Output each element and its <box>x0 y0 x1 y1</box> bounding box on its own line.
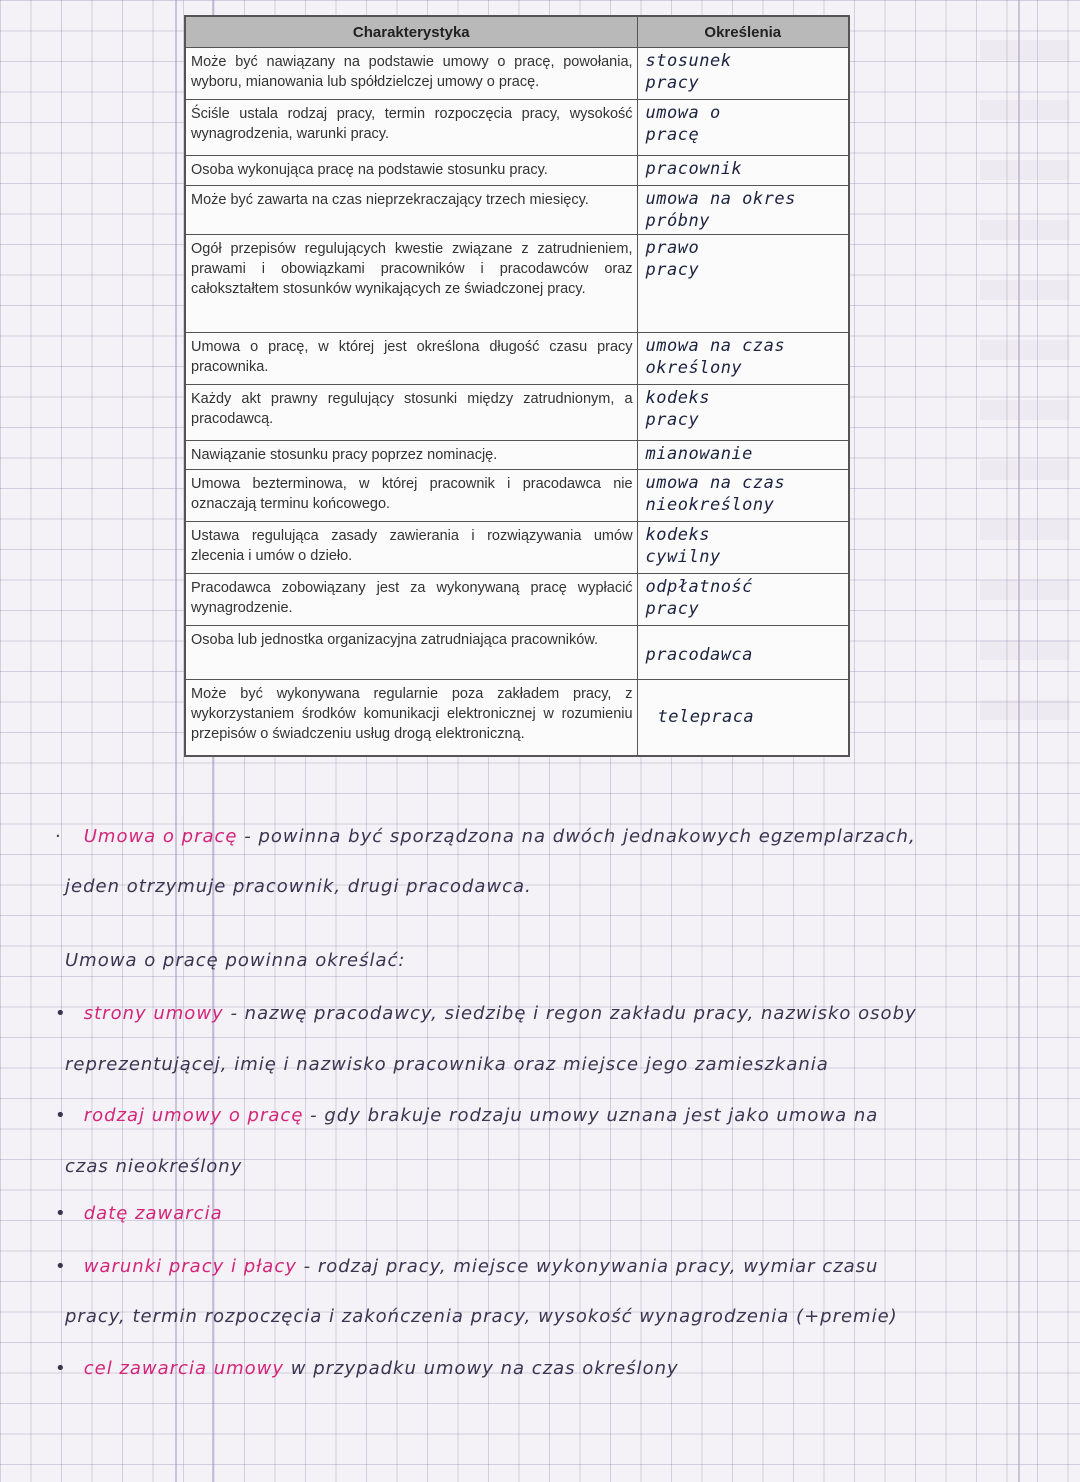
characteristic-cell: Pracodawca zobowiązany jest za wykonywaną pracę wypłacić wynagrodzenie. <box>186 574 638 626</box>
list-item <box>55 1358 679 1379</box>
list-item <box>55 1105 878 1126</box>
item-text: - nazwę pracodawcy, siedzibę i regon zakładu pracy, nazwisko osoby <box>230 1003 917 1024</box>
list-item <box>55 1003 917 1024</box>
notes-intro-line-2 <box>65 876 532 897</box>
characteristic-cell: Może być nawiązany na podstawie umowy o pracę, powołania, wyboru, mianowania lub spółdzielczej umowy o pracę. <box>186 48 638 100</box>
table-row <box>186 626 849 680</box>
table-row <box>186 574 849 626</box>
characteristic-cell: Ściśle ustala rodzaj pracy, termin rozpoczęcia pracy, wysokość wynagrodzenia, warunki pracy. <box>186 100 638 156</box>
table-row <box>186 441 849 470</box>
characteristic-cell: Nawiązanie stosunku pracy poprzez nominację. <box>186 441 638 470</box>
item-text-continued: reprezentującej, imię i nazwisko pracownika oraz miejsce jego zamieszkania <box>65 1054 829 1075</box>
table-row <box>186 680 849 756</box>
characteristic-cell: Może być wykonywana regularnie poza zakładem pracy, z wykorzystaniem środków komunikacji elektronicznej w rozumieniu przepisów o świadczeniu usług drogą elektroniczną. <box>186 680 638 756</box>
handwritten-term: odpłatność pracy <box>637 574 848 626</box>
handwritten-term: umowa na okres próbny <box>637 186 848 235</box>
intro-text-continued: jeden otrzymuje pracownik, drugi pracodawca. <box>65 876 532 897</box>
list-item-continued <box>65 1156 242 1177</box>
list-item-continued <box>65 1306 898 1327</box>
handwritten-term: pracownik <box>637 156 848 186</box>
characteristic-cell: Osoba wykonująca pracę na podstawie stosunku pracy. <box>186 156 638 186</box>
item-label: strony umowy <box>83 1003 224 1024</box>
intro-label: Umowa o pracę <box>83 826 238 847</box>
handwritten-term: mianowanie <box>637 441 848 470</box>
item-label: cel zawarcia umowy <box>83 1358 285 1379</box>
intro-text: - powinna być sporządzona na dwóch jednakowych egzemplarzach, <box>244 826 916 847</box>
table-row <box>186 100 849 156</box>
notes-list-heading <box>65 950 406 971</box>
table-row <box>186 522 849 574</box>
bullet-dot: • <box>55 1105 67 1126</box>
item-text: w przypadku umowy na czas określony <box>290 1358 679 1379</box>
handwritten-term: umowa na czas określony <box>637 333 848 385</box>
list-item <box>55 1256 878 1277</box>
item-text: - gdy brakuje rodzaju umowy uznana jest jako umowa na <box>310 1105 879 1126</box>
characteristic-cell: Ustawa regulująca zasady zawierania i rozwiązywania umów zlecenia i umów o dzieło. <box>186 522 638 574</box>
list-heading: Umowa o pracę powinna określać: <box>65 950 406 971</box>
header-characteristic: Charakterystyka <box>186 17 638 48</box>
table-row <box>186 333 849 385</box>
notes-intro-line-1 <box>55 826 916 847</box>
handwritten-term: umowa o pracę <box>637 100 848 156</box>
handwritten-term: umowa na czas nieokreślony <box>637 470 848 522</box>
bullet-dot: · <box>55 826 62 847</box>
item-text: - rodzaj pracy, miejsce wykonywania pracy, wymiar czasu <box>303 1256 879 1277</box>
bullet-dot: • <box>55 1256 67 1277</box>
bullet-dot: • <box>55 1203 67 1224</box>
definitions-worksheet-table <box>185 16 849 756</box>
table-row <box>186 48 849 100</box>
item-label: datę zawarcia <box>83 1203 223 1224</box>
handwritten-term: pracodawca <box>637 626 848 680</box>
handwritten-term: stosunek pracy <box>637 48 848 100</box>
table-header-row <box>186 17 849 48</box>
list-item <box>55 1203 223 1224</box>
handwritten-term: telepraca <box>637 680 848 756</box>
table-row <box>186 235 849 333</box>
bleed-through-area <box>980 0 1070 760</box>
handwritten-term: prawo pracy <box>637 235 848 333</box>
handwritten-term: kodeks cywilny <box>637 522 848 574</box>
characteristic-cell: Każdy akt prawny regulujący stosunki między zatrudnionym, a pracodawcą. <box>186 385 638 441</box>
bullet-dot: • <box>55 1003 67 1024</box>
item-text-continued: czas nieokreślony <box>65 1156 243 1177</box>
header-term: Określenia <box>637 17 848 48</box>
item-label: warunki pracy i płacy <box>83 1256 297 1277</box>
characteristic-cell: Osoba lub jednostka organizacyjna zatrudniająca pracowników. <box>186 626 638 680</box>
handwritten-term: kodeks pracy <box>637 385 848 441</box>
item-label: rodzaj umowy o pracę <box>83 1105 304 1126</box>
table-row <box>186 385 849 441</box>
characteristic-cell: Może być zawarta na czas nieprzekraczający trzech miesięcy. <box>186 186 638 235</box>
bullet-dot: • <box>55 1358 67 1379</box>
list-item-continued <box>65 1054 829 1075</box>
item-text-continued: pracy, termin rozpoczęcia i zakończenia pracy, wysokość wynagrodzenia (+premie) <box>65 1306 898 1327</box>
characteristic-cell: Ogół przepisów regulujących kwestie związane z zatrudnieniem, prawami i obowiązkami pracowników i pracodawców oraz całokształtem stosunków wynikających ze świadczonej pracy. <box>186 235 638 333</box>
table-row <box>186 156 849 186</box>
table-row <box>186 186 849 235</box>
characteristic-cell: Umowa o pracę, w której jest określona długość czasu pracy pracownika. <box>186 333 638 385</box>
table-row <box>186 470 849 522</box>
characteristic-cell: Umowa bezterminowa, w której pracownik i pracodawca nie oznaczają terminu końcowego. <box>186 470 638 522</box>
